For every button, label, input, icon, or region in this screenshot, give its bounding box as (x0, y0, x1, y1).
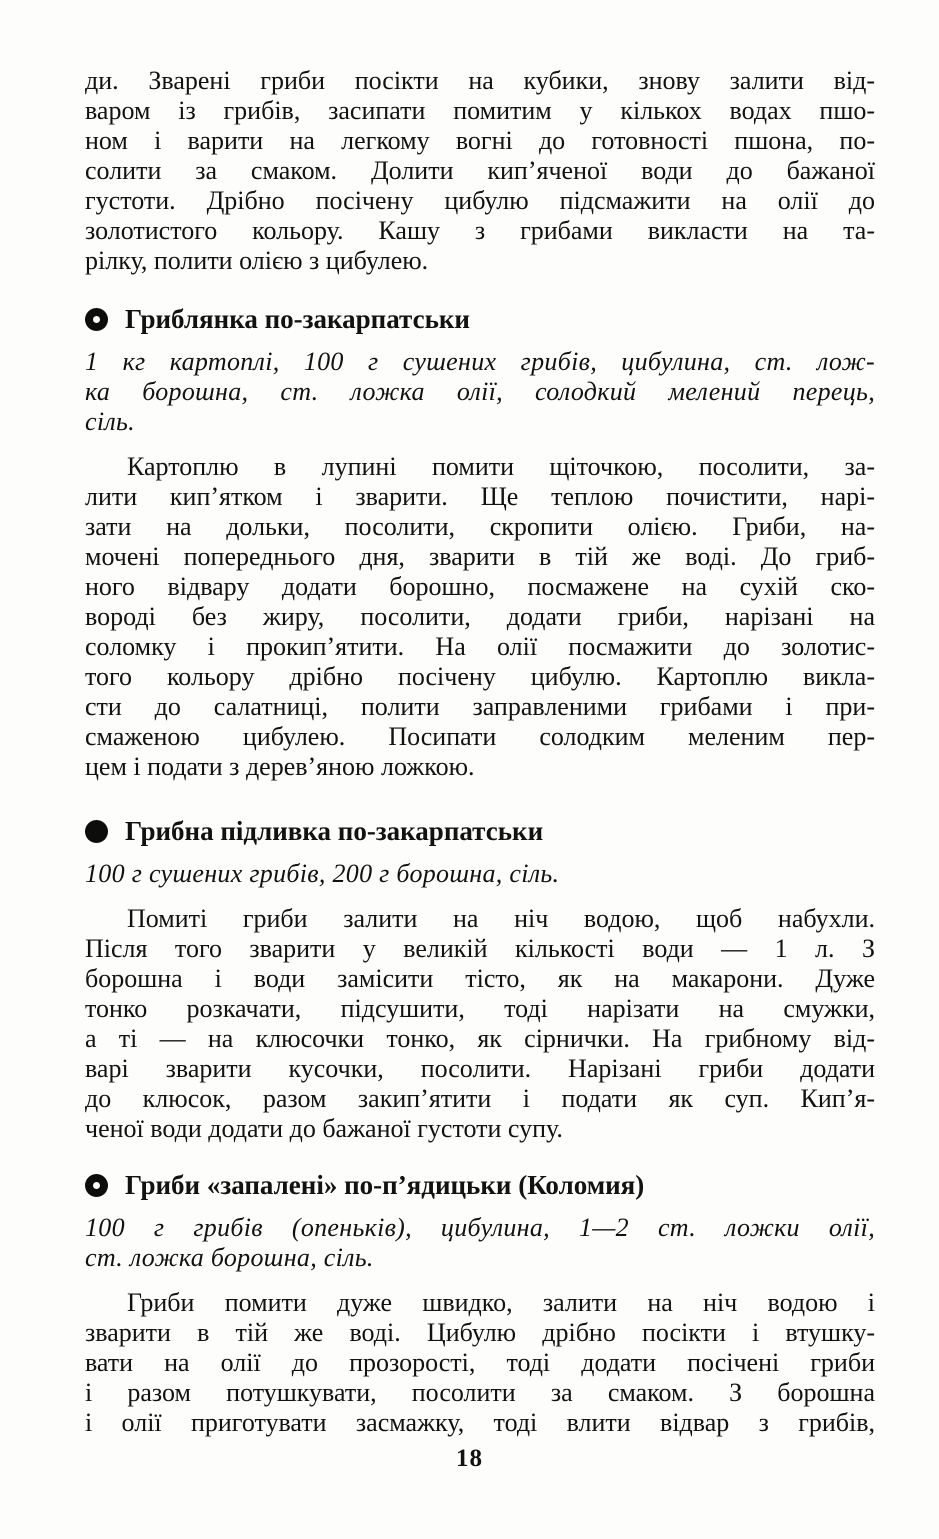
recipe-header (85, 816, 875, 846)
text-line: і разом потушкувати, посолити за смаком. З борошна (85, 1378, 875, 1407)
recipe-title: Гриби «запалені» по-п’ядицьки (Коломия) (125, 1170, 645, 1200)
text-line: соломку і прокип’ятити. На олії посмажити до золотис- (85, 632, 875, 661)
text-line: варом із грибів, засипати помитим у кількох водах пшо- (85, 96, 875, 125)
text-line: вати на олії до прозорості, тоді додати посічені гриби (85, 1348, 875, 1377)
text-line: варі зварити кусочки, посолити. Нарізані гриби додати (85, 1054, 875, 1083)
text-line: ного відвару додати борошно, посмажене на сухій ско- (85, 572, 875, 601)
text-line: 100 г сушених грибів, 200 г борошна, сіль. (85, 859, 560, 888)
text-line: рілку, полити олією з цибулею. (85, 246, 429, 275)
text-line: ст. ложка борошна, сіль. (85, 1243, 374, 1272)
text-line: лити кип’ятком і зварити. Ще теплою почистити, нарі- (85, 482, 875, 511)
text-line: до клюсок, разом закип’ятити і подати як суп. Кип’я- (85, 1084, 875, 1113)
text-line: Після того зварити у великій кількості води — 1 л. З (85, 934, 875, 963)
recipe-title: Гриблянка по-закарпатськи (125, 304, 470, 334)
recipe-section (85, 1170, 875, 1438)
text-line: золотистого кольору. Кашу з грибами викласти на та- (85, 216, 875, 245)
page-number: 18 (456, 1445, 483, 1472)
text-line: а ті — на клюсочки тонко, як сірнички. На грибному від- (85, 1024, 875, 1053)
text-line: сти до салатниці, полити заправленими грибами і при- (85, 692, 875, 721)
recipe-body (85, 904, 875, 1144)
ring-bullet-icon (85, 1174, 108, 1197)
text-line: ка борошна, ст. ложка олії, солодкий мелений перець, (85, 377, 875, 406)
text-line: борошна і води замісити тісто, як на макарони. Дуже (85, 964, 875, 993)
recipe-body (85, 452, 875, 782)
recipe-header (85, 1170, 875, 1200)
text-line: ченої води додати до бажаної густоти супу. (85, 1114, 563, 1143)
text-line: Картоплю в лупині помити щіточкою, посолити, за- (127, 452, 875, 481)
solid-bullet-icon (85, 820, 108, 843)
ingredients-text (85, 859, 875, 889)
recipe-title: Грибна підливка по-закарпатськи (125, 816, 544, 846)
text-line: і олії приготувати засмажку, тоді влити відвар з грибів, (85, 1408, 875, 1437)
recipe-section (85, 816, 875, 1144)
ring-bullet-icon (85, 308, 108, 331)
text-line: зварити в тій же воді. Цибулю дрібно посікти і втушку- (85, 1318, 875, 1347)
recipe-header (85, 304, 875, 334)
text-line: густоти. Дрібно посічену цибулю підсмажити на олії до (85, 186, 875, 215)
text-line: цем і подати з дерев’яною ложкою. (85, 752, 475, 781)
ingredients-text (85, 1213, 875, 1273)
text-line: Помиті гриби залити на ніч водою, щоб набухли. (127, 904, 875, 933)
text-line: вороді без жиру, посолити, додати гриби, нарізані на (85, 602, 875, 631)
text-line: того кольору дрібно посічену цибулю. Картоплю викла- (85, 662, 875, 691)
recipe-body (85, 1288, 875, 1438)
recipe-section (85, 304, 875, 782)
text-line: ди. Зварені гриби посікти на кубики, знову залити від- (85, 66, 875, 95)
text-line: Гриби помити дуже швидко, залити на ніч водою і (127, 1288, 875, 1317)
text-line: зати на дольки, посолити, скропити олією. Гриби, на- (85, 512, 875, 541)
ingredients-text (85, 347, 875, 437)
text-line: солити за смаком. Долити кип’яченої води до бажаної (85, 156, 875, 185)
text-line: сіль. (85, 407, 135, 436)
text-line: тонко розкачати, підсушити, тоді нарізати на смужки, (85, 994, 875, 1023)
text-line: смаженою цибулею. Посипати солодким меленим пер- (85, 722, 875, 751)
text-line: 100 г грибів (опеньків), цибулина, 1—2 ст. ложки олії, (85, 1213, 875, 1242)
paragraph-continuation (85, 66, 875, 276)
text-line: 1 кг картоплі, 100 г сушених грибів, цибулина, ст. лож- (85, 347, 875, 376)
text-line: ном і варити на легкому вогні до готовності пшона, по- (85, 126, 875, 155)
text-line: мочені попереднього дня, зварити в тій же воді. До гриб- (85, 542, 875, 571)
